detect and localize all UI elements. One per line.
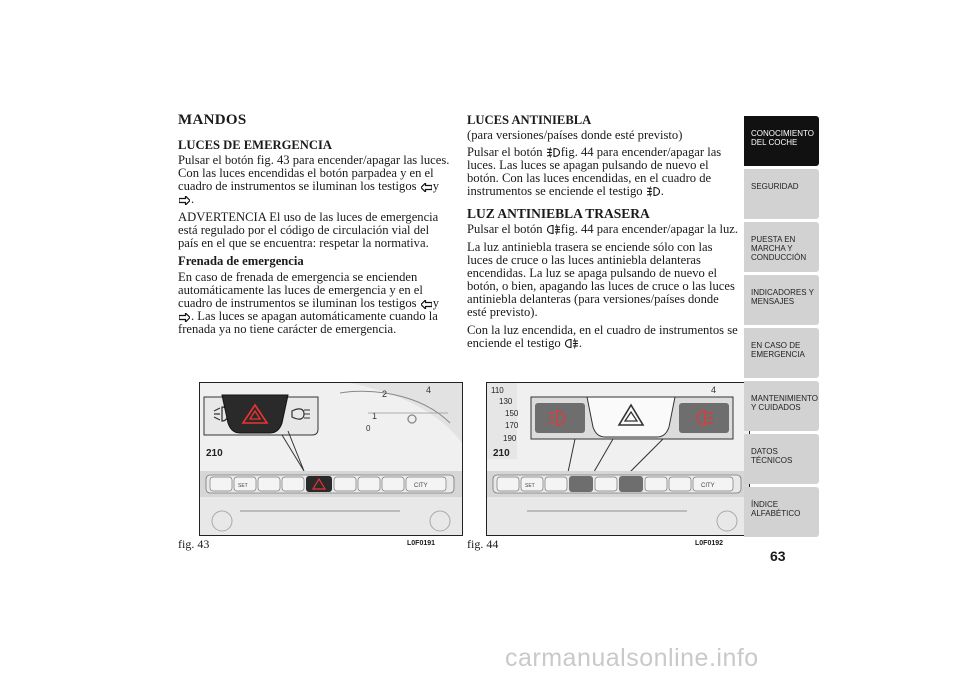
tab-puesta-en-marcha[interactable]: PUESTA EN MARCHA Y CONDUCCIÓN [744, 222, 819, 272]
button-label: CITY [414, 483, 428, 489]
button-label: CITY [701, 483, 715, 489]
tab-mantenimiento[interactable]: MANTENIMIENTO Y CUIDADOS [744, 381, 819, 431]
heading-luz-trasera: LUZ ANTINIEBLA TRASERA [467, 206, 650, 221]
figure-44-fog-buttons [486, 382, 750, 536]
gauge-number: 0 [366, 424, 371, 433]
figure-code: L0F0192 [695, 540, 724, 547]
figure-caption: fig. 43 [178, 537, 210, 551]
rear-fog-light-icon [547, 224, 560, 235]
tab-datos-tecnicos[interactable]: DATOS TÉCNICOS [744, 434, 819, 484]
heading-luces-emergencia: LUCES DE EMERGENCIA [178, 138, 332, 152]
paragraph-frenada: En caso de frenada de emergencia se encienden automáticamente las luces de emergencia y en el cuadro de instrumentos se iluminan los testigos y . Las luces se apagan automáticamente cuando la frenada ya no tiene carácter de emergencia. [178, 270, 439, 336]
turn-signal-right-icon [179, 313, 190, 322]
tab-indice-alfabetico[interactable]: ÍNDICE ALFABÉTICO [744, 487, 819, 537]
gauge-number: 210 [206, 448, 223, 459]
watermark: carmanualsonline.info [505, 644, 759, 672]
heading-frenada: Frenada de emergencia [178, 254, 304, 268]
heading-luces-antiniebla: LUCES ANTINIEBLA [467, 113, 592, 127]
subheading-versiones: (para versiones/países donde esté previsto) [467, 128, 683, 142]
section-title: MANDOS [178, 112, 247, 128]
turn-signal-right-icon [179, 196, 190, 205]
tab-conocimiento-del-coche[interactable]: CONOCIMIENTO DEL COCHE [744, 116, 819, 166]
paragraph-advertencia: ADVERTENCIA El uso de las luces de emergencia está regulado por el código de circulación vial del país en el que se encuentra: respetar la normativa. [178, 210, 439, 250]
left-column [178, 114, 450, 341]
gauge-number: 130 [499, 397, 513, 406]
gauge-number: 190 [503, 434, 517, 443]
tab-en-caso-de-emergencia[interactable]: EN CASO DE EMERGENCIA [744, 328, 819, 378]
gauge-number: 170 [505, 421, 519, 430]
figure-43-hazard-button [199, 382, 463, 536]
chapter-tabs [744, 116, 819, 540]
tab-seguridad[interactable]: SEGURIDAD [744, 169, 819, 219]
gauge-number: 1 [372, 411, 378, 421]
button-label: SET [238, 483, 248, 489]
paragraph-trasera: Pulsar el botón fig. 44 para encender/apagar la luz. [467, 222, 738, 236]
turn-signal-left-icon [421, 183, 432, 192]
front-fog-light-icon [547, 147, 560, 158]
figure-caption: fig. 44 [467, 537, 499, 551]
gauge-number: 110 [491, 386, 504, 395]
gauge-number: 4 [426, 385, 432, 395]
turn-signal-left-icon [421, 300, 432, 309]
gauge-number: 4 [711, 385, 717, 395]
paragraph-hazard: Pulsar el botón fig. 43 para encender/apagar las luces. Con las luces encendidas el botón parpadea y en el cuadro de instrumentos se iluminan los testigos y . [178, 153, 450, 206]
gauge-number: 210 [493, 448, 510, 459]
right-column [467, 114, 739, 355]
gauge-number: 2 [382, 389, 388, 399]
button-label: SET [525, 483, 535, 489]
figure-code: L0F0191 [407, 540, 436, 547]
paragraph-antiniebla: Pulsar el botón fig. 44 para encender/apagar las luces. Las luces se apagan pulsando de nuevo el botón. Con las luces encendidas, en el cuadro de instrumentos se enciende el testigo . [467, 145, 722, 198]
paragraph-trasera-testigo: Con la luz encendida, en el cuadro de instrumentos se enciende el testigo . [467, 323, 738, 350]
rear-fog-light-icon [565, 338, 578, 349]
tab-indicadores-y-mensajes[interactable]: INDICADORES Y MENSAJES [744, 275, 819, 325]
page-number: 63 [770, 548, 786, 564]
paragraph-trasera-info: La luz antiniebla trasera se enciende sólo con las luces de cruce o las luces antiniebla delanteras encendidas. La luz se apaga pulsando de nuevo el botón, o bien, apagando las luces de cruce o las luces antiniebla delanteras (para versiones/países donde esté previsto). [467, 240, 735, 319]
gauge-number: 150 [505, 409, 519, 418]
front-fog-light-icon [647, 186, 660, 197]
